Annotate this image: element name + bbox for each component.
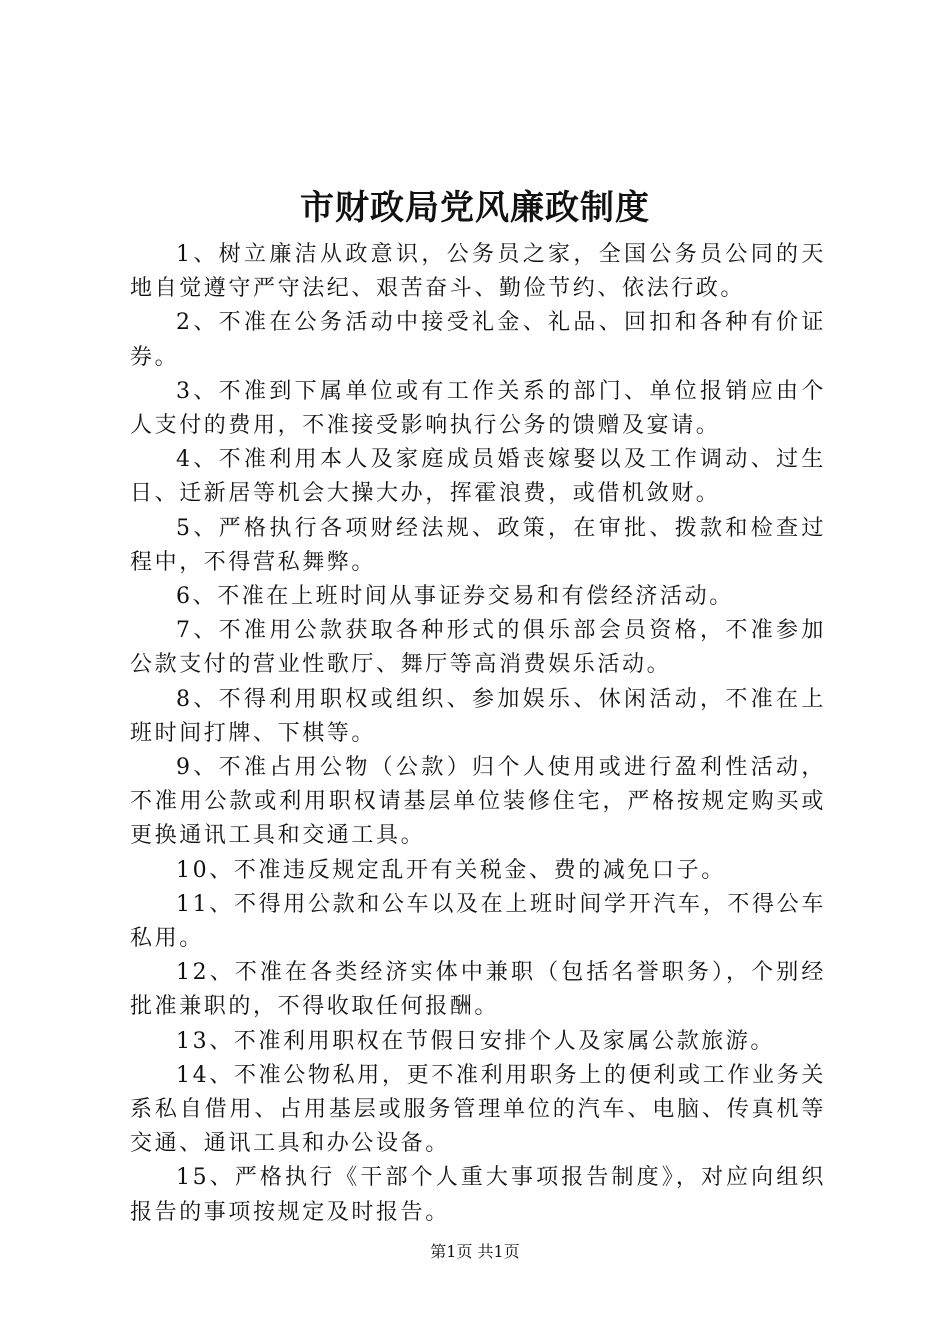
regulation-item-2: 2、不准在公务活动中接受礼金、礼品、回扣和各种有价证券。 xyxy=(130,310,826,370)
regulation-item-1: 1、树立廉洁从政意识，公务员之家，全国公务员公同的天地自觉遵守严守法纪、艰苦奋斗、勤俭节约、依法行政。 xyxy=(130,242,826,302)
regulation-item-14: 14、不准公物私用，更不准利用职务上的便利或工作业务关系私自借用、占用基层或服务管理单位的汽车、电脑、传真机等交通、通讯工具和办公设备。 xyxy=(130,1062,826,1157)
regulation-item-8: 8、不得利用职权或组织、参加娱乐、休闲活动，不准在上班时间打牌、下棋等。 xyxy=(130,686,826,746)
regulation-item-6: 6、不准在上班时间从事证券交易和有偿经济活动。 xyxy=(176,584,734,610)
regulation-item-10: 10、不准违反规定乱开有关税金、费的减免口子。 xyxy=(176,857,726,883)
regulation-item-15: 15、严格执行《干部个人重大事项报告制度》，对应向组织报告的事项按规定及时报告。 xyxy=(130,1165,826,1225)
regulation-item-11: 11、不得用公款和公车以及在上班时间学开汽车，不得公车私用。 xyxy=(130,891,826,952)
page-number-footer: 第1页 共1页 xyxy=(430,1242,520,1261)
regulation-item-5: 5、严格执行各项财经法规、政策，在审批、拨款和检查过程中，不得营私舞弊。 xyxy=(130,515,826,575)
regulation-item-7: 7、不准用公款获取各种形式的俱乐部会员资格，不准参加公款支付的营业性歌厅、舞厅等高消费娱乐活动。 xyxy=(130,618,826,678)
regulation-item-9: 9、不准占用公物（公款）归个人使用或进行盈利性活动，不准用公款或利用职权请基层单位装修住宅，严格按规定购买或更换通讯工具和交通工具。 xyxy=(130,755,826,849)
document-body xyxy=(130,238,826,1230)
regulation-item-13: 13、不准利用职权在节假日安排个人及家属公款旅游。 xyxy=(176,1028,775,1054)
regulation-item-12: 12、不准在各类经济实体中兼职（包括名誉职务），个别经批准兼职的，不得收取任何报酬。 xyxy=(130,960,826,1020)
regulation-item-4: 4、不准利用本人及家庭成员婚丧嫁娶以及工作调动、过生日、迁新居等机会大操大办，挥霍浪费，或借机敛财。 xyxy=(130,447,826,507)
regulation-item-3: 3、不准到下属单位或有工作关系的部门、单位报销应由个人支付的费用，不准接受影响执行公务的馈赠及宴请。 xyxy=(130,378,826,439)
document-title: 市财政局党风廉政制度 xyxy=(300,188,650,228)
